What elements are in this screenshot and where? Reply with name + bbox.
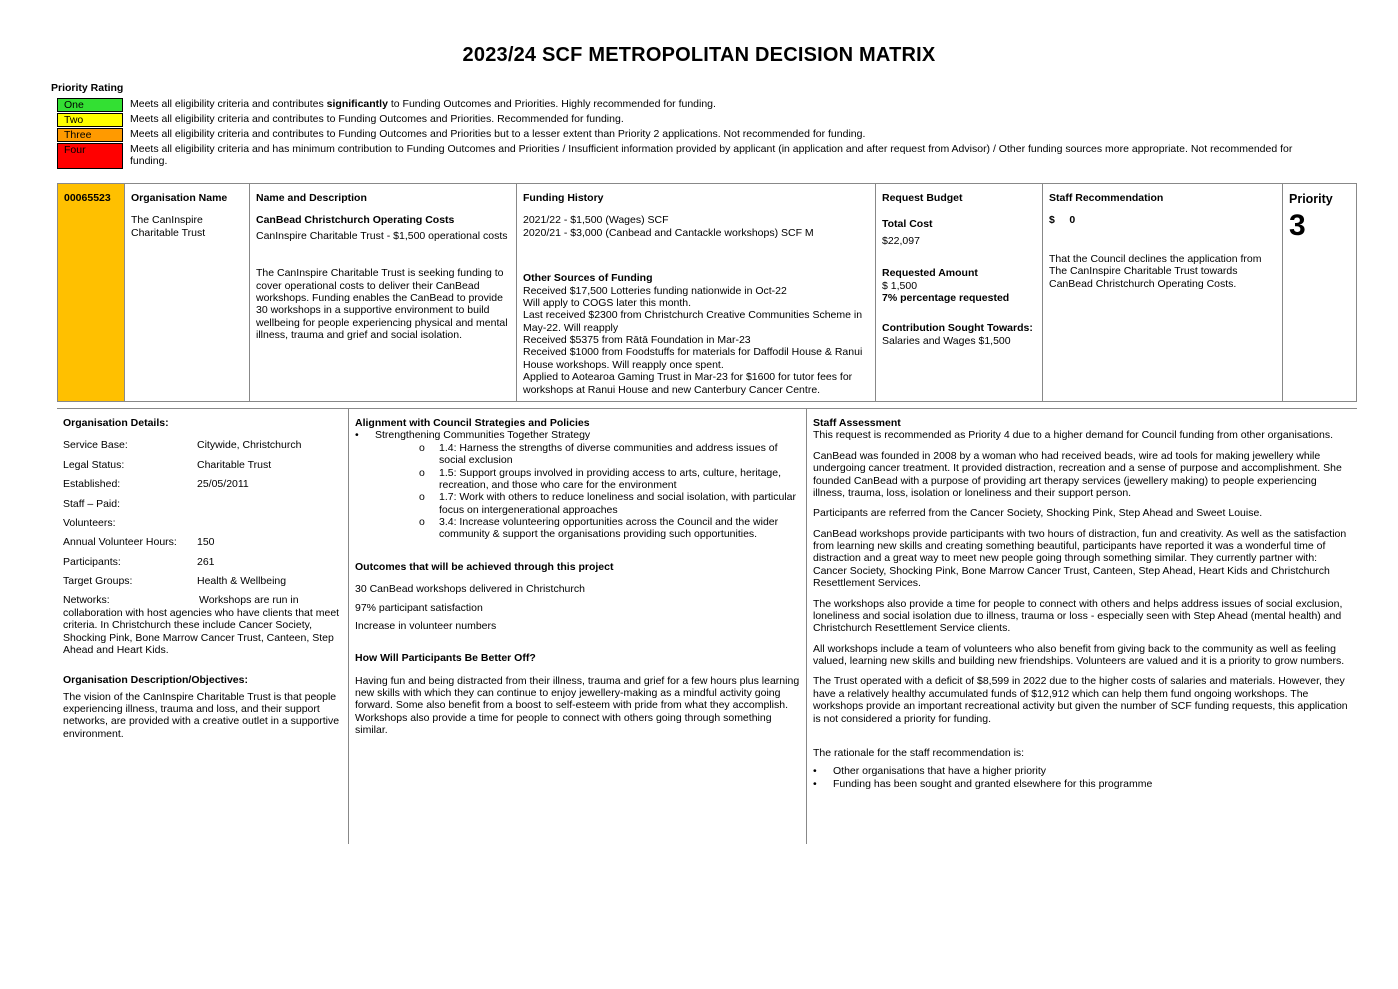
project-subtitle: CanInspire Charitable Trust - $1,500 operational costs bbox=[256, 229, 508, 242]
project-description: The CanInspire Charitable Trust is seeking funding to cover operational costs to deliver their CanBead workshops. Funding enables the CanBead to provide 30 workshops in a supportive environment to build wellbeing for people experiencing physical and mental illness, trauma and grief and social isolation. bbox=[256, 267, 508, 341]
assessment-paragraph: Participants are referred from the Cancer Society, Shocking Pink, Step Ahead and Sweet Louise. bbox=[813, 507, 1263, 520]
detail-value: 261 bbox=[197, 555, 215, 568]
detail-value: 25/05/2011 bbox=[197, 478, 249, 491]
outcome-item: Increase in volunteer numbers bbox=[355, 619, 497, 632]
circle-bullet-icon: o bbox=[419, 491, 425, 504]
strategy-sub-item: o 1.4: Harness the strengths of diverse communities and address issues of social exclusion bbox=[419, 441, 778, 467]
detail-row bbox=[63, 439, 342, 451]
detail-row bbox=[63, 478, 342, 490]
detail-label: Volunteers: bbox=[63, 516, 116, 529]
requested-amount-value: $ 1,500 bbox=[882, 279, 918, 292]
detail-row bbox=[63, 536, 342, 548]
other-sources-header: Other Sources of Funding bbox=[523, 272, 653, 285]
detail-label: Target Groups: bbox=[63, 575, 133, 587]
detail-label: Legal Status: bbox=[63, 458, 125, 471]
name-description-cell bbox=[250, 184, 517, 401]
page-title: 2023/24 SCF METROPOLITAN DECISION MATRIX bbox=[462, 44, 936, 66]
rationale-list bbox=[813, 765, 1351, 790]
bullet-icon: • bbox=[813, 777, 817, 790]
priority-swatch-four: Four bbox=[57, 143, 123, 169]
assessment-paragraph: CanBead was founded in 2008 by a woman who had received beads, wire ad tools for making jewellery while undergoing cancer treatment. It provided distraction, recreation and a sense of purpose and accomplishment. She founded CanBead with a purpose of providing art therapy services (jewellery making) to people experiencing illness, trauma, loss, isolation or loneliness and their support person. bbox=[813, 449, 1342, 499]
detail-label: Service Base: bbox=[63, 439, 128, 452]
detail-value: Charitable Trust bbox=[197, 458, 272, 471]
contribution-value: Salaries and Wages $1,500 bbox=[882, 334, 1011, 347]
assessment-paragraph: This request is recommended as Priority 4 due to a higher demand for Council funding from other organisations. bbox=[813, 429, 1334, 442]
staff-recommendation-text: That the Council declines the application from The CanInspire Charitable Trust towards CanBead Christchurch Operating Costs. bbox=[1049, 252, 1262, 290]
funding-history-cell bbox=[517, 184, 876, 401]
funding-history-line: 2021/22 - $1,500 (Wages) SCF bbox=[523, 214, 669, 227]
circle-bullet-icon: o bbox=[419, 466, 425, 479]
circle-bullet-icon: o bbox=[419, 516, 425, 528]
strategy-item bbox=[355, 429, 800, 541]
strategy-sub-item: o 1.7: Work with others to reduce loneliness and social isolation, with particular focus on intergenerational approaches bbox=[419, 491, 796, 516]
detail-value: Health & Wellbeing bbox=[197, 575, 287, 587]
detail-row bbox=[63, 517, 342, 529]
other-source-line: Last received $2300 from Christchurch Creative Communities Scheme in May-22. Will reapply bbox=[523, 309, 863, 334]
application-id-cell bbox=[58, 184, 125, 401]
objectives-header: Organisation Description/Objectives: bbox=[63, 674, 248, 687]
priority-rating-row bbox=[57, 98, 1310, 112]
priority-value: 3 bbox=[1289, 208, 1306, 242]
priority-swatch-one: One bbox=[57, 98, 123, 112]
organisation-details-header: Organisation Details: bbox=[63, 417, 169, 429]
priority-rating-heading: Priority Rating bbox=[51, 82, 124, 94]
assessment-paragraph: All workshops include a team of volunteers who also benefit from giving back to the community as well as feeling valued, learning new skills and building new friendships. Volunteers are valued and it is a priority to grow numbers. bbox=[813, 642, 1345, 667]
rationale-item: • Other organisations that have a higher priority bbox=[813, 765, 1047, 778]
priority-cell bbox=[1283, 184, 1358, 401]
alignment-header: Alignment with Council Strategies and Policies bbox=[355, 417, 590, 429]
project-name: CanBead Christchurch Operating Costs bbox=[256, 214, 455, 227]
priority-description: Meets all eligibility criteria and contributes to Funding Outcomes and Priorities but to a lesser extent than Priority 2 applications. Not recommended for funding. bbox=[130, 128, 866, 140]
organisation-name: The CanInspire Charitable Trust bbox=[131, 214, 206, 239]
staff-recommendation-amount: $ 0 bbox=[1049, 214, 1076, 227]
detail-row bbox=[63, 459, 342, 471]
other-source-line: Received $1000 from Foodstuffs for materials for Daffodil House & Ranui House workshops. Will reapply once spent. bbox=[523, 346, 863, 371]
detail-label: Participants: bbox=[63, 555, 121, 568]
contribution-label: Contribution Sought Towards: bbox=[882, 322, 1033, 335]
total-cost-value: $22,097 bbox=[882, 234, 920, 247]
strategy-name: Strengthening Communities Together Strategy bbox=[375, 429, 591, 442]
detail-label: Annual Volunteer Hours: bbox=[63, 536, 177, 549]
organisation-name-cell bbox=[125, 184, 250, 401]
funding-history-line: 2020/21 - $3,000 (Canbead and Cantackle workshops) SCF M bbox=[523, 226, 814, 239]
detail-label: Established: bbox=[63, 478, 121, 491]
other-source-line: Received $17,500 Lotteries funding nationwide in Oct-22 bbox=[523, 284, 787, 297]
circle-bullet-icon: o bbox=[419, 441, 425, 454]
bullet-icon: • bbox=[355, 429, 359, 442]
rationale-item: • Funding has been sought and granted elsewhere for this programme bbox=[813, 777, 1153, 790]
strategy-list bbox=[355, 429, 800, 540]
outcomes-header: Outcomes that will be achieved through this project bbox=[355, 560, 614, 573]
requested-amount-label: Requested Amount bbox=[882, 267, 978, 280]
detail-row bbox=[63, 498, 342, 510]
name-description-header: Name and Description bbox=[256, 192, 367, 204]
strategy-sub-list bbox=[375, 442, 800, 541]
application-summary-table bbox=[57, 183, 1357, 402]
staff-recommendation-cell bbox=[1043, 184, 1283, 401]
detail-label: Staff – Paid: bbox=[63, 497, 121, 510]
other-source-line: Will apply to COGS later this month. bbox=[523, 296, 692, 309]
staff-recommendation-header: Staff Recommendation bbox=[1049, 192, 1164, 204]
priority-rating-row bbox=[57, 128, 1310, 142]
strategy-sub-item: o 1.5: Support groups involved in providing access to arts, culture, heritage, recreation, and those who care for the environment bbox=[419, 466, 782, 491]
strategy-sub-item: o 3.4: Increase volunteering opportunities across the Council and the wider community & support the organisations providing such opportunities. bbox=[419, 516, 779, 541]
outcome-item: 30 CanBead workshops delivered in Christchurch bbox=[355, 583, 585, 596]
funding-history-header: Funding History bbox=[523, 192, 604, 204]
other-source-line: Received $5375 from Rātā Foundation in Mar-23 bbox=[523, 334, 751, 346]
other-source-line: Applied to Aotearoa Gaming Trust in Mar-23 for $1600 for tutor fees for workshops at Ranui House and new Canterbury Cancer Centre. bbox=[523, 371, 853, 396]
detail-row bbox=[63, 575, 342, 587]
better-off-text: Having fun and being distracted from their illness, trauma and grief for a few hours plus learning new skills with which they can continue to enjoy jewellery-making as a mindful activity going forward. Some also benefit from a boost to self-esteem with pride from what they accomplish. Workshops also provide a time for people to connect with others going through something similar. bbox=[355, 674, 800, 737]
objectives-text: The vision of the CanInspire Charitable Trust is that people experiencing illness, trauma and loss, and their support networks, are provided with a creative outlet in a supportive environment. bbox=[63, 690, 340, 740]
outcome-item: 97% participant satisfaction bbox=[355, 601, 483, 614]
request-budget-header: Request Budget bbox=[882, 192, 963, 204]
priority-swatch-three: Three bbox=[57, 128, 123, 142]
priority-description: Meets all eligibility criteria and contributes to Funding Outcomes and Priorities. Recommended for funding. bbox=[130, 113, 624, 125]
rationale-intro: The rationale for the staff recommendation is: bbox=[813, 746, 1025, 759]
better-off-header: How Will Participants Be Better Off? bbox=[355, 652, 536, 665]
organisation-details-panel bbox=[57, 409, 348, 844]
detail-row bbox=[63, 556, 342, 568]
percentage-requested: 7% percentage requested bbox=[882, 291, 1010, 304]
priority-swatch-two: Two bbox=[57, 113, 123, 127]
detail-value: Citywide, Christchurch bbox=[197, 439, 302, 452]
priority-description: Meets all eligibility criteria and has minimum contribution to Funding Outcomes and Priorities / Insufficient information provided by applicant (in application and after request from Advisor) / Other funding sources more appropriate. Not recommended for funding. bbox=[130, 143, 1293, 168]
total-cost-label: Total Cost bbox=[882, 218, 933, 231]
staff-assessment-header: Staff Assessment bbox=[813, 417, 901, 429]
priority-description: Meets all eligibility criteria and contributes significantly to Funding Outcomes and Priorities. Highly recommended for funding. bbox=[130, 98, 716, 110]
staff-assessment-panel bbox=[807, 409, 1357, 844]
networks-block bbox=[63, 594, 342, 656]
bullet-icon: • bbox=[813, 765, 817, 778]
assessment-paragraph: The workshops also provide a time for people to connect with others and helps address issues of social exclusion, loneliness and social isolation due to illness, trauma or loss - especially seen with Step Ahead (mental health) and Christchurch Resettlement Service clients. bbox=[813, 597, 1343, 635]
detail-value: 150 bbox=[197, 536, 215, 549]
priority-header: Priority bbox=[1289, 192, 1333, 206]
networks-label: Networks: bbox=[63, 594, 110, 607]
application-id: 00065523 bbox=[64, 192, 111, 204]
alignment-panel bbox=[349, 409, 806, 844]
assessment-paragraph: CanBead workshops provide participants with two hours of distraction, fun and creativity. As well as the satisfaction from learning new skills and creating something beautiful, participants have reported it was a wonderful time of distraction and a great way to meet new people going through something similar. They currently partner with: Cancer Society, Shocking Pink, Bone Marrow Cancer Trust, Canteen, Step Ahead, Heart Kids and Christchurch Resettlement Services. bbox=[813, 527, 1347, 590]
assessment-paragraph: The Trust operated with a deficit of $8,599 in 2022 due to the higher costs of salaries and materials. However, they have a relatively healthy accumulated funds of $12,912 which can help them fund ongoing workshops. The workshops provide an important recreational activity but given the number of SCF funding requests, this application is not considered a priority for funding. bbox=[813, 675, 1348, 725]
request-budget-cell bbox=[876, 184, 1043, 401]
priority-rating-row bbox=[57, 143, 1305, 169]
organisation-name-header: Organisation Name bbox=[131, 192, 228, 204]
networks-text: Workshops are run in collaboration with host agencies who have clients that meet criteria. In Christchurch these include Cancer Society, Shocking Pink, Bone Marrow Cancer Trust, Canteen, Step Ahead and Heart Kids. bbox=[63, 594, 340, 656]
priority-rating-row bbox=[57, 113, 1310, 127]
